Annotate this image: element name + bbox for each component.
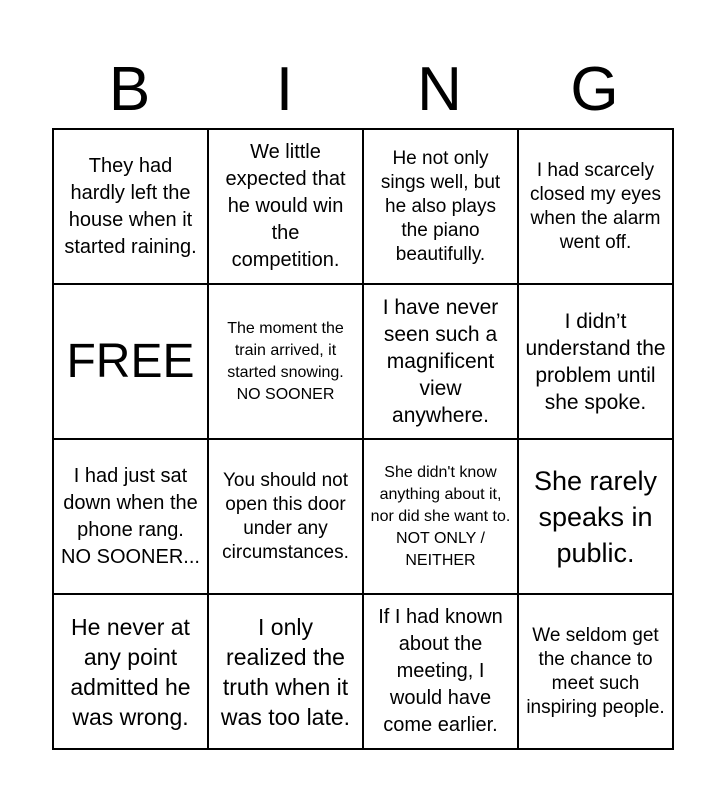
- bingo-cell-2-2[interactable]: The moment the train arrived, it started snowing. NO SOONER: [208, 284, 363, 439]
- bingo-cell-3-4[interactable]: She rarely speaks in public.: [518, 439, 673, 594]
- bingo-board: [52, 128, 674, 750]
- bingo-cell-4-3[interactable]: If I had known about the meeting, I would have come earlier.: [363, 594, 518, 749]
- bingo-cell-3-2[interactable]: You should not open this door under any circumstances.: [208, 439, 363, 594]
- bingo-cell-1-4[interactable]: I had scarcely closed my eyes when the alarm went off.: [518, 129, 673, 284]
- header-letter-n: N: [417, 55, 462, 124]
- board-row-1: [53, 129, 673, 284]
- bingo-header: [52, 52, 672, 128]
- header-letter-g: G: [570, 55, 619, 124]
- bingo-cell-4-4[interactable]: We seldom get the chance to meet such inspiring people.: [518, 594, 673, 749]
- bingo-cell-1-2[interactable]: We little expected that he would win the competition.: [208, 129, 363, 284]
- bingo-cell-1-1[interactable]: They had hardly left the house when it started raining.: [53, 129, 208, 284]
- header-letter-b: B: [108, 55, 151, 124]
- bingo-cell-4-2[interactable]: I only realized the truth when it was too late.: [208, 594, 363, 749]
- bingo-cell-4-1[interactable]: He never at any point admitted he was wrong.: [53, 594, 208, 749]
- header-letter-i: I: [275, 55, 294, 124]
- bingo-cell-3-3[interactable]: She didn't know anything about it, nor did she want to. NOT ONLY / NEITHER: [363, 439, 518, 594]
- bingo-cell-free[interactable]: FREE: [53, 284, 208, 439]
- bingo-cell-1-3[interactable]: He not only sings well, but he also plays the piano beautifully.: [363, 129, 518, 284]
- board-row-4: [53, 594, 673, 749]
- board-row-2: [53, 284, 673, 439]
- bingo-cell-3-1[interactable]: I had just sat down when the phone rang. NO SOONER...: [53, 439, 208, 594]
- board-row-3: [53, 439, 673, 594]
- bingo-cell-2-4[interactable]: I didn’t understand the problem until she spoke.: [518, 284, 673, 439]
- bingo-cell-2-3[interactable]: I have never seen such a magnificent view anywhere.: [363, 284, 518, 439]
